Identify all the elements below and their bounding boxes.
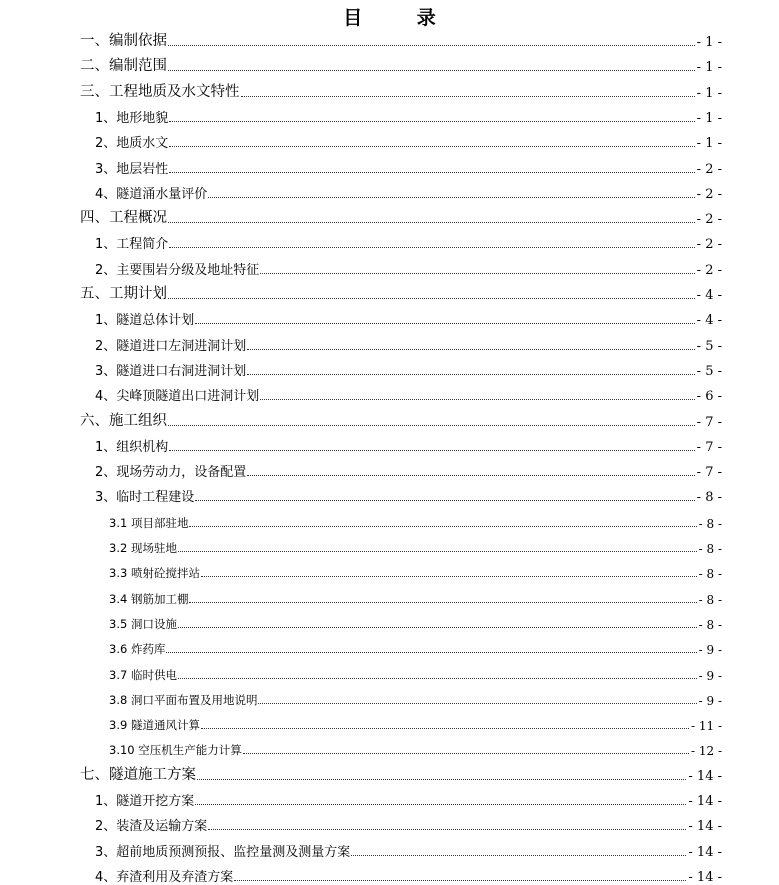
dot-leader [208, 828, 686, 830]
toc-entry-label: 3.3 喷射砼搅拌站 [109, 566, 200, 581]
dot-leader [195, 499, 694, 501]
toc-entry-label: 3、地层岩性 [95, 161, 169, 177]
toc-entry[interactable] [109, 509, 722, 531]
toc-entry-page: - 8 - [698, 592, 722, 607]
toc-entry-page: - 2 - [696, 212, 722, 228]
toc-entry-label: 2、隧道进口左洞进洞计划 [95, 338, 247, 354]
toc-entry-label: 3.5 洞口设施 [109, 616, 177, 631]
dot-leader [168, 424, 695, 426]
toc-entry-page: - 5 - [696, 338, 722, 354]
toc-entry[interactable] [80, 28, 722, 50]
toc-entry-label: 1、隧道总体计划 [95, 313, 195, 329]
dot-leader [260, 272, 694, 274]
toc-entry[interactable] [109, 661, 722, 683]
dot-leader [169, 145, 694, 147]
dot-leader [168, 44, 695, 46]
toc-entry-page: - 1 - [696, 136, 722, 152]
toc-entry-page: - 9 - [698, 643, 722, 658]
dot-leader [166, 651, 696, 653]
dot-leader [168, 221, 695, 223]
toc-entry-label: 1、组织机构 [95, 439, 169, 455]
toc-entry-label: 二、编制范围 [80, 58, 167, 75]
toc-entry-label: 1、隧道开挖方案 [95, 794, 195, 809]
toc-entry[interactable] [95, 129, 722, 151]
toc-entry-page: - 8 - [698, 567, 722, 582]
toc-entry[interactable] [95, 812, 722, 834]
dot-leader [168, 69, 695, 71]
toc-entry[interactable] [109, 585, 722, 607]
toc-entry[interactable] [109, 635, 722, 657]
toc-entry-page: - 1 - [696, 110, 722, 126]
toc-entry-page: - 2 - [696, 237, 722, 253]
toc-entry[interactable] [95, 306, 722, 328]
toc-entry-page: - 7 - [696, 439, 722, 455]
toc-entry[interactable] [95, 863, 722, 885]
toc-entry-label: 3、隧道进口右洞进洞计划 [95, 363, 247, 379]
toc-entry-label: 4、隧道涌水量评价 [95, 186, 208, 202]
toc-entry[interactable] [80, 408, 722, 430]
toc-entry-page: - 8 - [698, 542, 722, 556]
toc-entry-page: - 12 - [690, 744, 722, 759]
toc-entry-page: - 7 - [696, 414, 722, 430]
toc-entry[interactable] [109, 686, 722, 708]
toc-title: 目 录 [343, 7, 460, 29]
toc-entry-label: 4、尖峰顶隧道出口进洞计划 [95, 389, 260, 405]
toc-entry-page: - 2 - [696, 262, 722, 278]
toc-entry[interactable] [80, 53, 722, 75]
dot-leader [234, 879, 686, 881]
toc-entry-label: 3.1 项目部驻地 [109, 515, 189, 530]
toc-entry-page: - 5 - [696, 363, 722, 379]
dot-leader [169, 449, 694, 451]
dot-leader [189, 525, 696, 527]
dot-leader [247, 474, 694, 476]
toc-entry[interactable] [95, 787, 722, 809]
toc-entry-label: 3.9 隧道通风计算 [109, 718, 200, 733]
dot-leader [208, 196, 694, 198]
dot-leader [189, 601, 696, 603]
toc-entry-label: 五、工期计划 [80, 286, 167, 302]
toc-entry-label: 2、装渣及运输方案 [95, 819, 208, 835]
dot-leader [201, 575, 697, 577]
toc-entry-page: - 11 - [690, 719, 722, 734]
dot-leader [201, 727, 689, 729]
toc-entry-label: 一、编制依据 [80, 33, 167, 49]
toc-entry[interactable] [95, 382, 722, 404]
toc-entry-label: 四、工程概况 [80, 210, 167, 227]
toc-entry-label: 3、临时工程建设 [95, 490, 195, 506]
toc-entry[interactable] [95, 104, 722, 126]
dot-leader [169, 171, 694, 173]
toc-entry-label: 3.2 现场驻地 [109, 541, 177, 555]
toc-entry-label: 3.4 钢筋加工棚 [109, 591, 189, 606]
toc-entry[interactable] [95, 483, 722, 505]
toc-entry[interactable] [95, 433, 722, 455]
toc-entry-label: 2、地质水文 [95, 136, 169, 152]
dot-leader [169, 120, 694, 122]
toc-entry-page: - 14 - [688, 794, 722, 809]
toc-entry-page: - 14 - [688, 844, 722, 860]
toc-entry-label: 1、工程简介 [95, 237, 169, 253]
dot-leader [247, 373, 694, 375]
dot-leader [243, 752, 689, 754]
toc-entry-page: - 6 - [696, 389, 722, 405]
dot-leader [195, 803, 686, 805]
toc-entry[interactable] [95, 332, 722, 354]
toc-entry[interactable] [95, 155, 722, 177]
toc-entry-label: 4、弃渣利用及弃渣方案 [95, 869, 234, 885]
dot-leader [351, 854, 686, 856]
toc-entry[interactable] [80, 281, 722, 303]
toc-entry[interactable] [95, 458, 722, 480]
toc-entry[interactable] [109, 534, 722, 556]
toc-entry[interactable] [109, 711, 722, 733]
toc-entry[interactable] [109, 736, 722, 758]
dot-leader [247, 348, 694, 350]
toc-entry[interactable] [80, 205, 722, 227]
toc-entry[interactable] [95, 838, 722, 860]
toc-entry-page: - 2 - [696, 161, 722, 177]
toc-entry-label: 3.10 空压机生产能力计算 [109, 743, 242, 758]
toc-entry-page: - 7 - [696, 465, 722, 481]
toc-entry[interactable] [109, 559, 722, 581]
toc-entry-page: - 1 - [696, 60, 722, 76]
toc-entry[interactable] [109, 610, 722, 632]
toc-entry-page: - 9 - [698, 668, 722, 683]
toc-entry-label: 3.7 临时供电 [109, 667, 177, 682]
dot-leader [258, 702, 696, 704]
toc-entry-label: 3.8 洞口平面布置及用地说明 [109, 692, 258, 707]
dot-leader [197, 778, 686, 780]
toc-entry-page: - 8 - [696, 490, 722, 506]
toc-entry-page: - 14 - [688, 869, 722, 885]
toc-entry-label: 3、超前地质预测预报、监控量测及测量方案 [95, 844, 351, 860]
toc-entry-label: 2、现场劳动力，设备配置 [95, 465, 247, 481]
dot-leader [168, 297, 695, 299]
toc-entry-page: - 9 - [698, 693, 722, 708]
toc-entry[interactable] [95, 230, 722, 252]
toc-entry[interactable] [95, 357, 722, 379]
toc-entry-page: - 1 - [696, 35, 722, 50]
toc-entry-page: - 4 - [696, 288, 722, 303]
dot-leader [178, 677, 697, 679]
dot-leader [169, 246, 694, 248]
dot-leader [195, 322, 694, 324]
toc-entry-label: 2、主要围岩分级及地址特征 [95, 262, 260, 278]
toc-entry-page: - 2 - [696, 186, 722, 202]
toc-entry[interactable] [80, 762, 722, 784]
dot-leader [260, 398, 694, 400]
toc-entry-page: - 14 - [688, 768, 722, 784]
dot-leader [241, 95, 695, 97]
toc-entry-page: - 4 - [696, 313, 722, 329]
toc-entry-label: 三、工程地质及水文特性 [80, 83, 240, 100]
toc-entry-page: - 8 - [698, 516, 722, 531]
toc-entry[interactable] [95, 256, 722, 278]
toc-entry-page: - 1 - [696, 85, 722, 101]
dot-leader [178, 550, 697, 552]
toc-entry[interactable] [95, 180, 722, 202]
toc-entry-label: 六、施工组织 [80, 412, 167, 429]
toc-entry-label: 1、地形地貌 [95, 110, 169, 126]
toc-entry-page: - 8 - [698, 617, 722, 632]
toc-entry[interactable] [80, 79, 722, 101]
toc-entry-page: - 14 - [688, 819, 722, 835]
toc-entry-label: 3.6 炸药库 [109, 642, 166, 657]
toc-entry-label: 七、隧道施工方案 [80, 766, 196, 783]
dot-leader [178, 626, 697, 628]
